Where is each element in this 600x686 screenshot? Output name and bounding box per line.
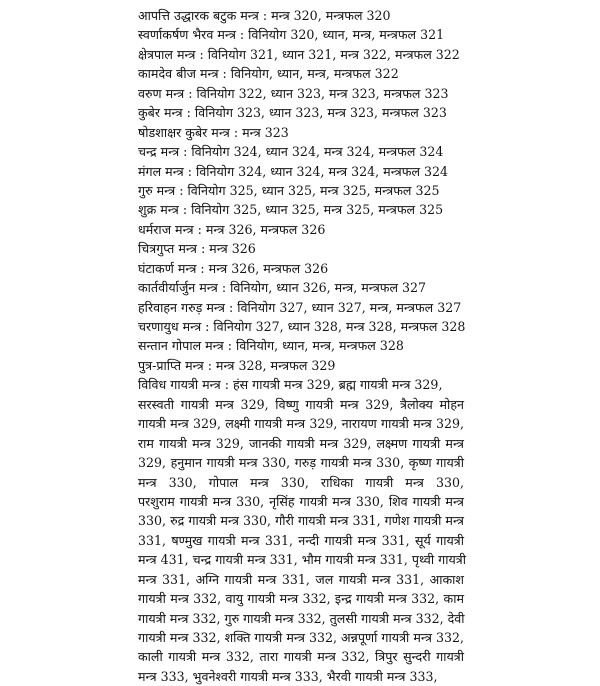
index-line: धर्मराज मन्त्र : मन्त्र 326, मन्त्रफल 326: [138, 221, 326, 237]
index-line: कामदेव बीज मन्त्र : विनियोग, ध्यान, मन्त्र, मन्त्रफल 322: [138, 66, 399, 82]
index-line: गायत्री मन्त्र 332, वायु गायत्री मन्त्र 332, इन्द्र गायत्री मन्त्र 332, काम: [138, 591, 464, 607]
index-line: 329, हनुमान गायत्री मन्त्र 330, गरुड़ गायत्री मन्त्र 330, कृष्ण गायत्री: [138, 455, 464, 471]
index-line: वरुण मन्त्र : विनियोग 322, ध्यान 323, मन्त्र 323, मन्त्रफल 323: [138, 85, 449, 101]
index-line: मन्त्र 431, चन्द्र गायत्री मन्त्र 331, भौम गायत्री मन्त्र 331, पृथ्वी गायत्री: [138, 552, 466, 568]
index-line: गुरु मन्त्र : विनियोग 325, ध्यान 325, मन्त्र 325, मन्त्रफल 325: [138, 182, 440, 198]
index-line: आपत्ति उद्धारक बटुक मन्त्र : मन्त्र 320, मन्त्रफल 320: [138, 8, 391, 23]
index-line: कार्तवीर्यार्जुन मन्त्र : विनियोग, ध्यान 326, मन्त्र, मन्त्रफल 327: [138, 280, 427, 296]
index-line: क्षेत्रपाल मन्त्र : विनियोग 321, ध्यान 321, मन्त्र 322, मन्त्रफल 322: [138, 46, 460, 62]
index-line: 330, रुद्र गायत्री मन्त्र 330, गौरी गायत्री मन्त्र 331, गणेश गायत्री मन्त्र: [138, 513, 464, 529]
index-list: [138, 6, 464, 686]
index-line: सन्तान गोपाल मन्त्र : विनियोग, ध्यान, मन्त्र, मन्त्रफल 328: [138, 338, 404, 354]
index-line: पुत्र-प्राप्ति मन्त्र : मन्त्र 328, मन्त्रफल 329: [138, 357, 336, 373]
index-line: चरणायुध मन्त्र : विनियोग 327, ध्यान 328, मन्त्र 328, मन्त्रफल 328: [138, 319, 466, 334]
index-line: परशुराम गायत्री मन्त्र 330, नृसिंह गायत्री मन्त्र 330, शिव गायत्री मन्त्र: [138, 493, 464, 509]
index-line: कुबेर मन्त्र : विनियोग 323, ध्यान 323, मन्त्र 323, मन्त्रफल 323: [138, 105, 447, 121]
index-line: स्वर्णाकर्षण भैरव मन्त्र : विनियोग 320, ध्यान, मन्त्र, मन्त्रफल 321: [138, 27, 445, 43]
index-line: षोडशाक्षर कुबेर मन्त्र : मन्त्र 323: [138, 124, 289, 140]
index-line: गायत्री मन्त्र 332, गुरु गायत्री मन्त्र 332, तुलसी गायत्री मन्त्र 332, देवी: [138, 610, 465, 626]
index-line: मन्त्र 333, भुवनेश्वरी गायत्री मन्त्र 333, भैरवी गायत्री मन्त्र 333,: [138, 668, 438, 684]
index-line: मंगल मन्त्र : विनियोग 324, ध्यान 324, मन्त्र 324, मन्त्रफल 324: [138, 163, 449, 179]
index-line: विविध गायत्री मन्त्र : हंस गायत्री मन्त्र 329, ब्रह्म गायत्री मन्त्र 329,: [138, 377, 443, 393]
index-line: घंटाकर्ण मन्त्र : मन्त्र 326, मन्त्रफल 326: [138, 260, 329, 276]
index-line: मन्त्र 331, अग्नि गायत्री मन्त्र 331, जल गायत्री मन्त्र 331, आकाश: [138, 571, 464, 587]
index-line: शुक्र मन्त्र : विनियोग 325, ध्यान 325, मन्त्र 325, मन्त्रफल 325: [138, 202, 444, 218]
index-line: काली गायत्री मन्त्र 332, तारा गायत्री मन्त्र 332, त्रिपुर सुन्दरी गायत्री: [138, 649, 464, 665]
index-line: सरस्वती गायत्री मन्त्र 329, विष्णु गायत्री मन्त्र 329, त्रैलोक्य मोहन: [138, 396, 464, 412]
index-line: 331, षण्मुख गायत्री मन्त्र 331, नन्दी गायत्री मन्त्र 331, सूर्य गायत्री: [138, 532, 464, 548]
index-line: हरिवाहन गरुड़ मन्त्र : विनियोग 327, ध्यान 327, मन्त्र, मन्त्रफल 327: [138, 299, 462, 315]
index-line: गायत्री मन्त्र 332, शक्ति गायत्री मन्त्र 332, अन्नपूर्णा गायत्री मन्त्र 332,: [138, 630, 464, 645]
index-line: गायत्री मन्त्र 329, लक्ष्मी गायत्री मन्त्र 329, नारायण गायत्री मन्त्र 329,: [138, 416, 464, 432]
index-line: चित्रगुप्त मन्त्र : मन्त्र 326: [138, 241, 256, 257]
index-line: चन्द्र मन्त्र : विनियोग 324, ध्यान 324, मन्त्र 324, मन्त्रफल 324: [138, 144, 444, 160]
index-line: राम गायत्री मन्त्र 329, जानकी गायत्री मन्त्र 329, लक्ष्मण गायत्री मन्त्र: [138, 435, 464, 451]
index-line: मन्त्र 330, गोपाल मन्त्र 330, राधिका गायत्री मन्त्र 330,: [138, 474, 464, 490]
